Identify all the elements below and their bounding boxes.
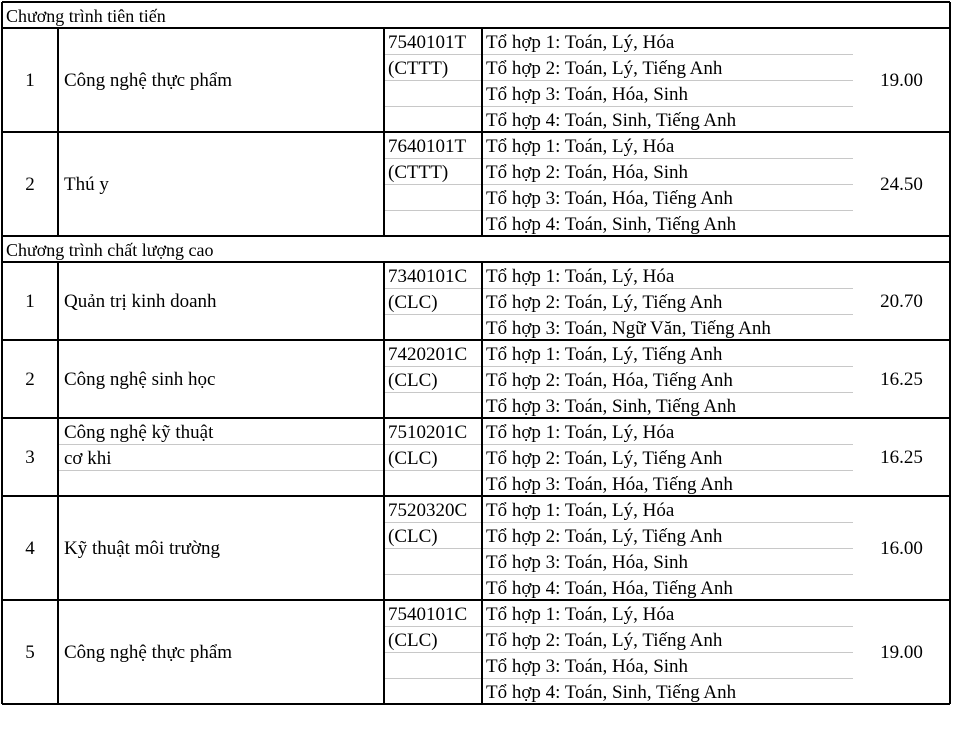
col-divider-code <box>383 28 385 132</box>
code-subline <box>384 392 482 393</box>
subject-combination: Tổ hợp 1: Toán, Lý, Hóa <box>486 422 675 443</box>
program-name: Quản trị kinh doanh <box>64 291 217 312</box>
program-name: Thú y <box>64 174 109 195</box>
row-number: 4 <box>25 538 35 559</box>
program-name: Công nghệ kỹ thuật <box>64 422 214 443</box>
combo-subline <box>482 106 853 107</box>
row-number: 2 <box>25 369 35 390</box>
code-subline <box>384 678 482 679</box>
col-divider-code <box>383 262 385 340</box>
program-name: Công nghệ sinh học <box>64 369 216 390</box>
subject-combination: Tổ hợp 2: Toán, Lý, Tiếng Anh <box>486 58 723 79</box>
subject-combination: Tổ hợp 2: Toán, Hóa, Sinh <box>486 162 689 183</box>
row-divider <box>2 235 950 237</box>
subject-combination: Tổ hợp 4: Toán, Sinh, Tiếng Anh <box>486 214 737 235</box>
col-divider-stt <box>57 418 59 496</box>
table-left-border <box>1 262 3 340</box>
subject-combination: Tổ hợp 3: Toán, Hóa, Tiếng Anh <box>486 474 733 495</box>
subject-combination: Tổ hợp 1: Toán, Lý, Hóa <box>486 500 675 521</box>
program-name: Công nghệ thực phẩm <box>64 642 233 663</box>
table-left-border <box>1 28 3 132</box>
row-divider <box>2 131 950 133</box>
combo-subline <box>482 678 853 679</box>
table-right-border <box>949 132 951 236</box>
cutoff-score: 16.00 <box>880 538 923 559</box>
code-subline <box>384 366 482 367</box>
combo-subline <box>482 158 853 159</box>
combo-subline <box>482 184 853 185</box>
table-left-border <box>1 600 3 704</box>
combo-subline <box>482 470 853 471</box>
row-number: 5 <box>25 642 35 663</box>
subject-combination: Tổ hợp 4: Toán, Sinh, Tiếng Anh <box>486 110 737 131</box>
col-divider-combo <box>481 28 483 132</box>
combo-subline <box>482 288 853 289</box>
program-code: (CTTT) <box>388 162 449 183</box>
section-divider <box>2 27 950 29</box>
row-number: 2 <box>25 174 35 195</box>
combo-subline <box>482 392 853 393</box>
subject-combination: Tổ hợp 3: Toán, Hóa, Sinh <box>486 552 689 573</box>
subject-combination: Tổ hợp 2: Toán, Lý, Tiếng Anh <box>486 448 723 469</box>
row-number: 1 <box>25 291 35 312</box>
code-subline <box>384 626 482 627</box>
cutoff-score: 16.25 <box>880 369 923 390</box>
name-subline <box>58 470 384 471</box>
program-code: 7520320C <box>388 500 468 521</box>
subject-combination: Tổ hợp 1: Toán, Lý, Hóa <box>486 136 675 157</box>
program-code: 7640101T <box>388 136 467 157</box>
subject-combination: Tổ hợp 1: Toán, Lý, Tiếng Anh <box>486 344 723 365</box>
col-divider-code <box>383 132 385 236</box>
row-divider <box>2 339 950 341</box>
program-code: (CLC) <box>388 292 438 313</box>
table-right-border <box>949 418 951 496</box>
table-right-border <box>949 236 951 262</box>
col-divider-stt <box>57 28 59 132</box>
table-right-border <box>949 496 951 600</box>
subject-combination: Tổ hợp 1: Toán, Lý, Hóa <box>486 32 675 53</box>
section-divider <box>2 261 950 263</box>
subject-combination: Tổ hợp 3: Toán, Ngữ Văn, Tiếng Anh <box>486 318 771 339</box>
subject-combination: Tổ hợp 3: Toán, Sinh, Tiếng Anh <box>486 396 737 417</box>
program-code: 7420201C <box>388 344 468 365</box>
code-subline <box>384 574 482 575</box>
combo-subline <box>482 548 853 549</box>
subject-combination: Tổ hợp 4: Toán, Sinh, Tiếng Anh <box>486 682 737 703</box>
combo-subline <box>482 522 853 523</box>
subject-combination: Tổ hợp 4: Toán, Hóa, Tiếng Anh <box>486 578 733 599</box>
col-divider-code <box>383 340 385 418</box>
code-subline <box>384 184 482 185</box>
combo-subline <box>482 574 853 575</box>
name-subline <box>58 444 384 445</box>
subject-combination: Tổ hợp 3: Toán, Hóa, Tiếng Anh <box>486 188 733 209</box>
program-code: (CTTT) <box>388 58 449 79</box>
combo-subline <box>482 80 853 81</box>
code-subline <box>384 470 482 471</box>
program-code: 7540101C <box>388 604 468 625</box>
subject-combination: Tổ hợp 2: Toán, Lý, Tiếng Anh <box>486 630 723 651</box>
cutoff-score: 20.70 <box>880 291 923 312</box>
combo-subline <box>482 652 853 653</box>
combo-subline <box>482 444 853 445</box>
subject-combination: Tổ hợp 1: Toán, Lý, Hóa <box>486 604 675 625</box>
combo-subline <box>482 314 853 315</box>
code-subline <box>384 548 482 549</box>
program-code: (CLC) <box>388 370 438 391</box>
program-name: Công nghệ thực phẩm <box>64 70 233 91</box>
program-code: (CLC) <box>388 448 438 469</box>
table-right-border <box>949 340 951 418</box>
code-subline <box>384 314 482 315</box>
section-title: Chương trình chất lượng cao <box>6 240 214 260</box>
subject-combination: Tổ hợp 2: Toán, Lý, Tiếng Anh <box>486 526 723 547</box>
table-top-border <box>2 1 950 3</box>
code-subline <box>384 54 482 55</box>
combo-subline <box>482 210 853 211</box>
table-right-border <box>949 28 951 132</box>
program-code: (CLC) <box>388 630 438 651</box>
code-subline <box>384 158 482 159</box>
table-right-border <box>949 262 951 340</box>
col-divider-code <box>383 600 385 704</box>
table-right-border <box>949 2 951 28</box>
col-divider-stt <box>57 496 59 600</box>
row-number: 1 <box>25 70 35 91</box>
row-divider <box>2 495 950 497</box>
code-subline <box>384 288 482 289</box>
col-divider-code <box>383 496 385 600</box>
row-divider <box>2 703 950 705</box>
table-left-border <box>1 236 3 262</box>
cutoff-score: 16.25 <box>880 447 923 468</box>
code-subline <box>384 522 482 523</box>
subject-combination: Tổ hợp 1: Toán, Lý, Hóa <box>486 266 675 287</box>
program-code: (CLC) <box>388 526 438 547</box>
table-left-border <box>1 2 3 28</box>
section-title: Chương trình tiên tiến <box>6 6 166 26</box>
col-divider-code <box>383 418 385 496</box>
row-divider <box>2 599 950 601</box>
subject-combination: Tổ hợp 3: Toán, Hóa, Sinh <box>486 656 689 677</box>
col-divider-stt <box>57 340 59 418</box>
col-divider-combo <box>481 418 483 496</box>
cutoff-score: 19.00 <box>880 70 923 91</box>
col-divider-combo <box>481 496 483 600</box>
row-number: 3 <box>25 447 35 468</box>
cutoff-score: 19.00 <box>880 642 923 663</box>
combo-subline <box>482 366 853 367</box>
code-subline <box>384 106 482 107</box>
col-divider-stt <box>57 600 59 704</box>
code-subline <box>384 652 482 653</box>
row-divider <box>2 417 950 419</box>
combo-subline <box>482 54 853 55</box>
code-subline <box>384 210 482 211</box>
subject-combination: Tổ hợp 3: Toán, Hóa, Sinh <box>486 84 689 105</box>
table-right-border <box>949 600 951 704</box>
cutoff-score: 24.50 <box>880 174 923 195</box>
code-subline <box>384 80 482 81</box>
col-divider-combo <box>481 600 483 704</box>
subject-combination: Tổ hợp 2: Toán, Hóa, Tiếng Anh <box>486 370 733 391</box>
table-left-border <box>1 418 3 496</box>
program-name: cơ khi <box>64 448 112 469</box>
col-divider-stt <box>57 132 59 236</box>
subject-combination: Tổ hợp 2: Toán, Lý, Tiếng Anh <box>486 292 723 313</box>
program-code: 7340101C <box>388 266 468 287</box>
program-name: Kỹ thuật môi trường <box>64 538 220 559</box>
col-divider-combo <box>481 262 483 340</box>
col-divider-stt <box>57 262 59 340</box>
col-divider-combo <box>481 132 483 236</box>
program-code: 7540101T <box>388 32 467 53</box>
combo-subline <box>482 626 853 627</box>
table-left-border <box>1 132 3 236</box>
col-divider-combo <box>481 340 483 418</box>
code-subline <box>384 444 482 445</box>
table-left-border <box>1 496 3 600</box>
table-left-border <box>1 340 3 418</box>
program-code: 7510201C <box>388 422 468 443</box>
